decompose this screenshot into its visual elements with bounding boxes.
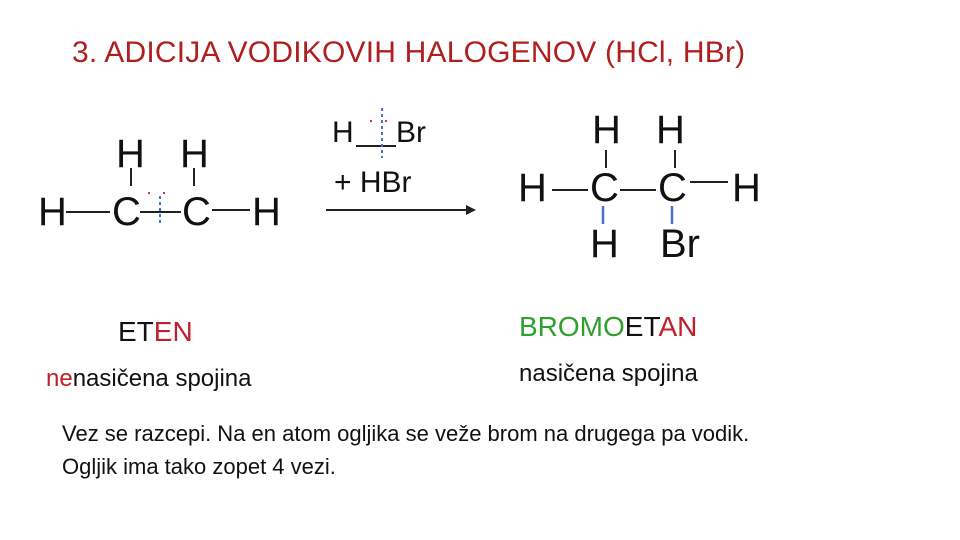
ethene-desc-part2: nasičena spojina (72, 365, 252, 392)
reagent-atom-br: Br (396, 116, 426, 149)
reagent-atom-h: H (332, 116, 354, 149)
product-atom-h-bottom: H (590, 222, 619, 266)
ethene-description (46, 365, 252, 393)
ethene-atom-c-right: C (182, 190, 211, 234)
explanation-text (62, 417, 922, 483)
ethene-atom-h-top-right: H (180, 132, 209, 176)
product-description: nasičena spojina (519, 360, 698, 387)
product-atom-c-left: C (590, 166, 619, 210)
ethene-atom-h-right: H (252, 190, 281, 234)
product-atom-h-top-right: H (656, 108, 685, 152)
reagent-electrons: · · (368, 110, 391, 130)
ethene-pi-electrons: · · (146, 182, 169, 202)
explanation-line-1: Vez se razcepi. Na en atom ogljika se veže brom na drugega pa vodik. (62, 421, 750, 446)
product-name-part2: ET (624, 311, 659, 342)
product-atom-c-right: C (658, 166, 687, 210)
explanation-line-2: Ogljik ima tako zopet 4 vezi. (62, 454, 336, 479)
product-name-part3: AN (658, 311, 698, 342)
product-atom-h-left: H (518, 166, 547, 210)
reagent-label: + HBr (334, 166, 412, 199)
product-name (519, 311, 697, 343)
ethene-name-part1: ET (118, 316, 154, 347)
product-atom-h-top-left: H (592, 108, 621, 152)
ethene-name-part2: EN (153, 316, 193, 347)
ethene-atom-h-top-left: H (116, 132, 145, 176)
reaction-arrow-head (466, 205, 476, 215)
ethene-desc-part1: ne (46, 365, 73, 392)
product-atom-h-right: H (732, 166, 761, 210)
ethene-atom-h-left: H (38, 190, 67, 234)
page-title: 3. ADICIJA VODIKOVIH HALOGENOV (HCl, HBr) (72, 36, 746, 69)
ethene-name (118, 316, 193, 348)
product-atom-br-bottom: Br (660, 222, 700, 266)
ethene-atom-c-left: C (112, 190, 141, 234)
product-name-part1: BROMO (519, 311, 625, 342)
